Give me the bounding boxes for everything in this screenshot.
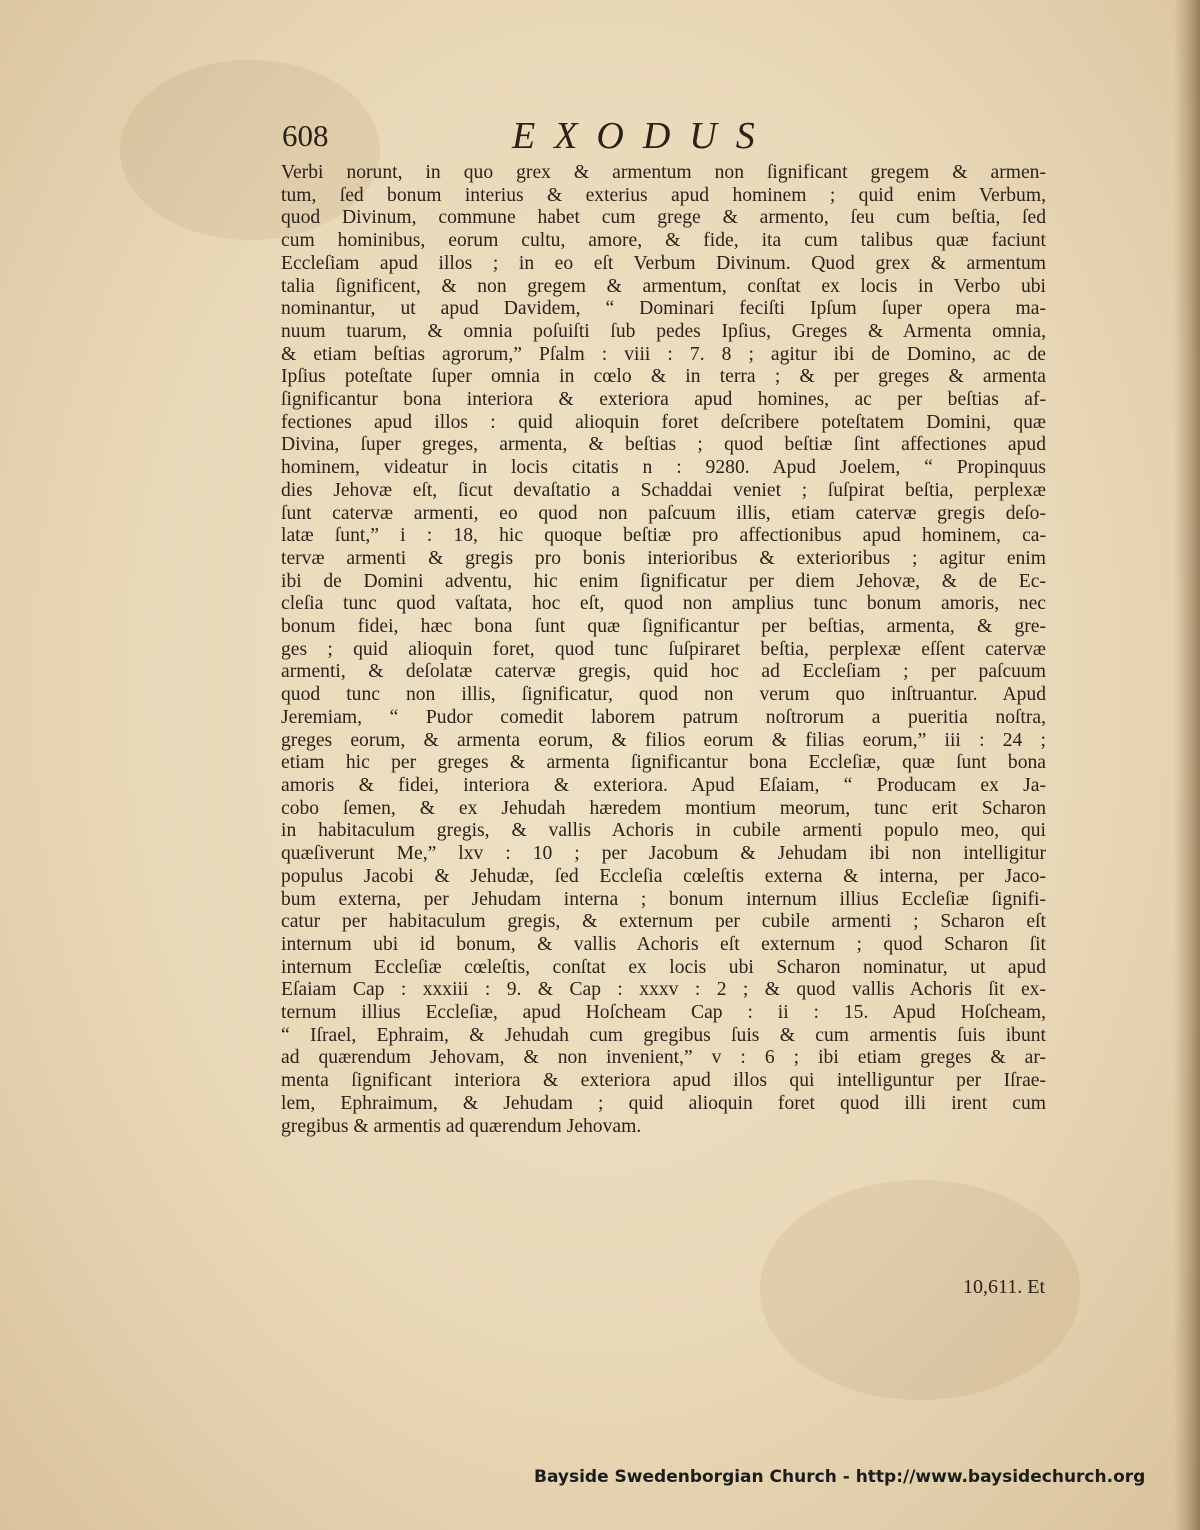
text-line: latæ ſunt,” i : 18, hic quoque beſtiæ pro affectionibus apud hominem, ca- — [281, 525, 1046, 547]
text-line: ad quærendum Jehovam, & non invenient,” v : 6 ; ibi etiam greges & ar- — [281, 1047, 1046, 1069]
text-line: nominantur, ut apud Davidem, “ Dominari feciſti Ipſum ſuper opera ma- — [281, 298, 1046, 320]
text-line: catur per habitaculum gregis, & externum per cubile armenti ; Scharon eſt — [281, 911, 1046, 933]
text-line: nuum tuarum, & omnia poſuiſti ſub pedes Ipſius, Greges & Armenta omnia, — [281, 320, 1046, 342]
text-line: Verbi norunt, in quo grex & armentum non ſignificant gregem & armen- — [281, 162, 1046, 183]
text-line: amoris & fidei, interiora & exteriora. Apud Eſaiam, “ Producam ex Ja- — [281, 774, 1046, 796]
text-line: talia ſignificent, & non gregem & armentum, conſtat ex locis in Verbo ubi — [281, 275, 1046, 297]
text-line: in habitaculum gregis, & vallis Achoris in cubile armenti populo meo, qui — [281, 820, 1046, 842]
text-line: populus Jacobi & Jehudæ, ſed Eccleſia cœleſtis externa & interna, per Jaco- — [281, 865, 1046, 887]
text-line: internum ubi id bonum, & vallis Achoris eſt externum ; quod Scharon ſit — [281, 933, 1046, 955]
text-line: cum hominibus, eorum cultu, amore, & fide, ita cum talibus quæ faciunt — [281, 230, 1046, 252]
text-line: cobo ſemen, & ex Jehudah hæredem montium meorum, tunc erit Scharon — [281, 797, 1046, 819]
text-line: etiam hic per greges & armenta ſignificantur bona Eccleſiæ, quæ ſunt bona — [281, 752, 1046, 774]
text-line: quod tunc non illis, ſignificatur, quod non verum quo inſtruantur. Apud — [281, 684, 1046, 706]
text-line: ibi de Domini adventu, hic enim ſignificatur per diem Jehovæ, & de Ec- — [281, 570, 1046, 592]
running-title: EXODUS — [512, 115, 774, 157]
text-line: internum Eccleſiæ cœleſtis, conſtat ex locis ubi Scharon nominatur, ut apud — [281, 956, 1046, 978]
text-line: bonum fidei, hæc bona ſunt quæ ſignificantur per beſtias, armenta, & gre- — [281, 616, 1046, 638]
text-line: “ Iſrael, Ephraim, & Jehudah cum gregibus ſuis & cum armentis ſuis ibunt — [281, 1024, 1046, 1046]
text-line: ternum illius Eccleſiæ, apud Hoſcheam Cap : ii : 15. Apud Hoſcheam, — [281, 1002, 1046, 1024]
text-line: Eccleſiam apud illos ; in eo eſt Verbum Divinum. Quod grex & armentum — [281, 252, 1046, 274]
page-edge-shadow — [1174, 0, 1200, 1530]
text-line: Divina, ſuper greges, armenta, & beſtias ; quod beſtiæ ſint affectiones apud — [281, 434, 1046, 456]
watermark-text: Bayside Swedenborgian Church - http://www.baysidechurch.org — [534, 1467, 1146, 1487]
text-line: tum, ſed bonum interius & exterius apud hominem ; quid enim Verbum, — [281, 184, 1046, 206]
text-line: ſignificantur bona interiora & exteriora apud homines, ac per beſtias af- — [281, 389, 1046, 411]
text-line: ges ; quid alioquin foret, quod tunc ſuſpiraret beſtia, perplexæ eſſent catervæ — [281, 638, 1046, 660]
text-line: bum externa, per Jehudam interna ; bonum internum illius Eccleſiæ ſignifi- — [281, 888, 1046, 910]
text-line: ſunt catervæ armenti, eo quod non paſcuum illis, etiam catervæ gregis deſo- — [281, 502, 1046, 524]
text-line: gregibus & armentis ad quærendum Jehovam. — [281, 1115, 642, 1137]
catchword: 10,611. Et — [962, 1276, 1045, 1298]
text-line: Jeremiam, “ Pudor comedit laborem patrum noſtrorum a pueritia noſtra, — [281, 706, 1046, 728]
text-line: dies Jehovæ eſt, ſicut devaſtatio a Schaddai veniet ; ſuſpirat beſtia, perplexæ — [281, 479, 1046, 501]
text-line: tervæ armenti & gregis pro bonis interioribus & exterioribus ; agitur enim — [281, 547, 1046, 569]
text-line: hominem, videatur in locis citatis n : 9280. Apud Joelem, “ Propinquus — [281, 457, 1046, 479]
text-line: Eſaiam Cap : xxxiii : 9. & Cap : xxxv : 2 ; & quod vallis Achoris ſit ex- — [281, 979, 1046, 1001]
text-line: quæſiverunt Me,” lxv : 10 ; per Jacobum & Jehudam ibi non intelligitur — [281, 843, 1046, 865]
text-line: Ipſius poteſtate ſuper omnia in cœlo & in terra ; & per greges & armenta — [281, 366, 1046, 388]
text-line: quod Divinum, commune habet cum grege & armento, ſeu cum beſtia, ſed — [281, 207, 1046, 229]
text-line: & etiam beſtias agrorum,” Pſalm : viii : 7. 8 ; agitur ibi de Domino, ac de — [281, 343, 1046, 365]
text-line: cleſia tunc quod vaſtata, hoc eſt, quod non amplius tunc bonum amoris, nec — [281, 593, 1046, 615]
page-number: 608 — [282, 118, 329, 153]
page-header — [282, 112, 1042, 162]
text-line: menta ſignificant interiora & exteriora apud illos qui intelliguntur per Iſrae- — [281, 1070, 1046, 1092]
text-line: armenti, & deſolatæ catervæ gregis, quid hoc ad Eccleſiam ; per paſcuum — [281, 661, 1046, 683]
text-line: greges eorum, & armenta eorum, & filios eorum & filias eorum,” iii : 24 ; — [281, 729, 1046, 751]
body-text — [281, 162, 1046, 1138]
text-line: fectiones apud illos : quid alioquin foret deſcribere poteſtatem Domini, quæ — [281, 411, 1046, 433]
text-line: lem, Ephraimum, & Jehudam ; quid alioquin foret quod illi irent cum — [281, 1092, 1046, 1114]
